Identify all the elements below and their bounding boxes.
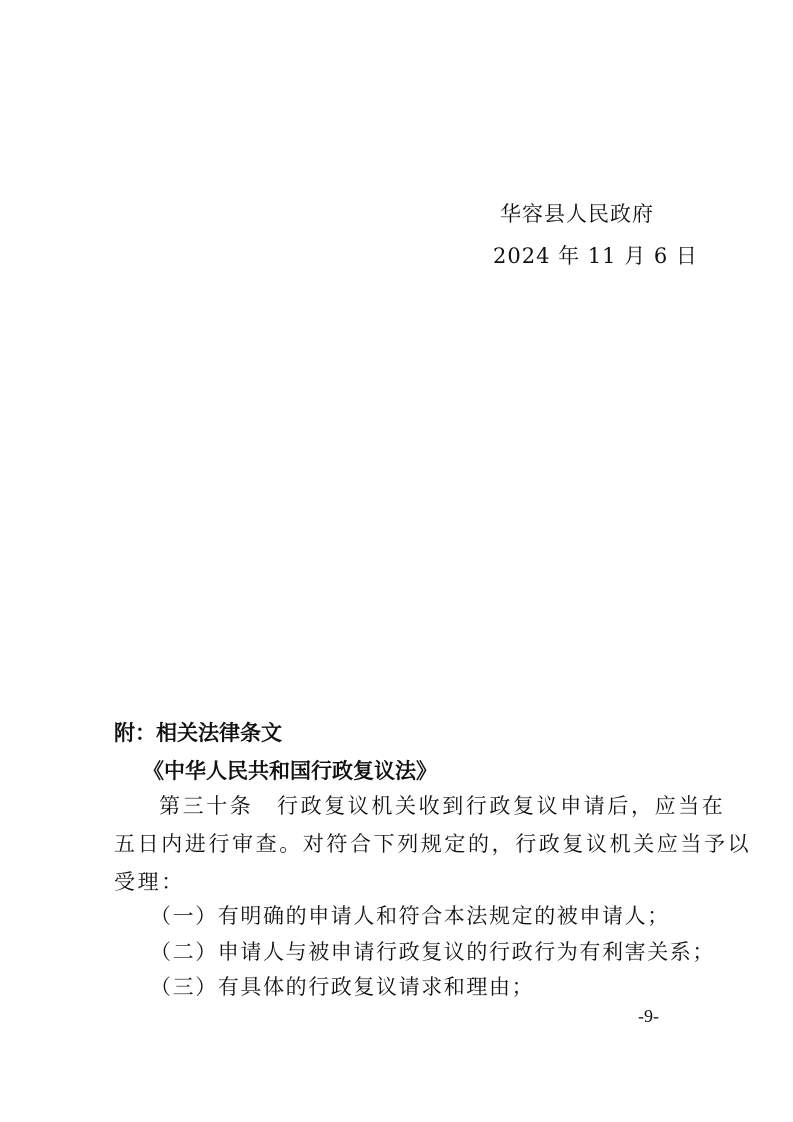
article-line-2: 五日内进行审查。对符合下列规定的，行政复议机关应当予以 bbox=[114, 832, 752, 856]
article-line-1: 第三十条 行政复议机关收到行政复议申请后，应当在 bbox=[159, 794, 726, 818]
signature-organization: 华容县人民政府 bbox=[500, 202, 654, 226]
article-item-1: （一）有明确的申请人和符合本法规定的被申请人； bbox=[150, 904, 670, 928]
page-number: -9- bbox=[638, 1006, 659, 1026]
article-item-2: （二）申请人与被申请行政复议的行政行为有利害关系； bbox=[150, 940, 715, 964]
article-line-3: 受理： bbox=[114, 870, 185, 894]
law-title: 《中华人民共和国行政复议法》 bbox=[143, 759, 437, 783]
signature-date: 2024 年 11 月 6 日 bbox=[493, 244, 698, 268]
article-item-3: （三）有具体的行政复议请求和理由； bbox=[150, 975, 535, 999]
annex-heading: 附：相关法律条文 bbox=[114, 721, 282, 745]
